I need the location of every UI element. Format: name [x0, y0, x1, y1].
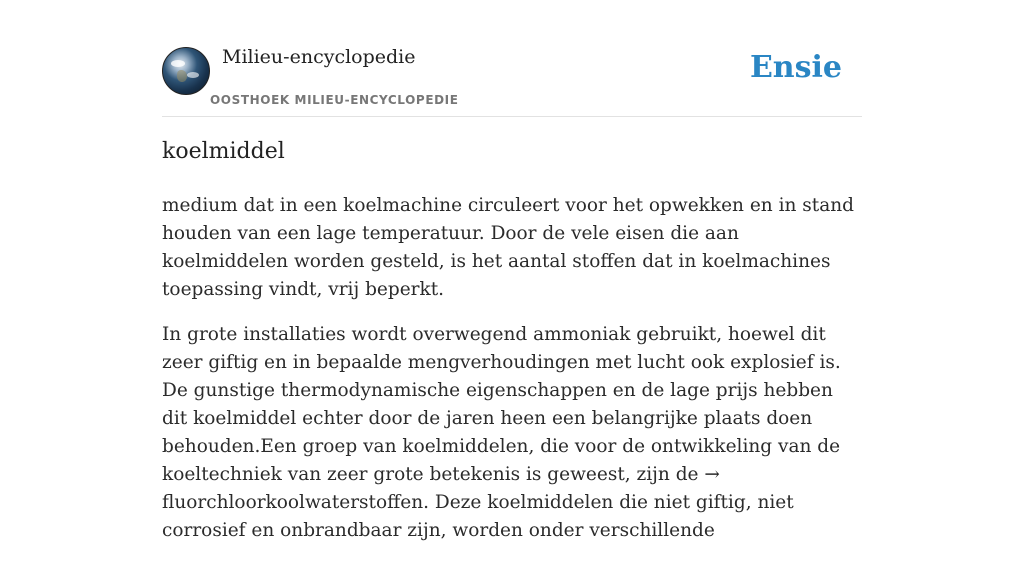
ensie-brand-logo[interactable]: Ensie: [749, 50, 842, 85]
earth-globe-icon[interactable]: [162, 47, 210, 95]
paragraph-text: In grote installaties wordt overwegend ammoniak gebruikt, hoewel dit zeer giftig en in bepaalde mengverhoudingen met lucht ook explosief is. De gunstige thermodynamische eigenschappen en de lage prijs hebben dit koelmiddel echter door de jaren heen een belangrijke plaats doen behouden.Een groep van koelmiddelen, die voor de ontwikkeling van de koeltechniek van zeer grote betekenis is geweest, zijn de: [162, 324, 841, 485]
site-header: [162, 0, 862, 117]
term-title: koelmiddel: [162, 139, 285, 164]
page: [162, 0, 862, 541]
cross-reference-label: fluorchloorkoolwaterstoffen: [162, 492, 424, 513]
site-subtitle: OOSTHOEK MILIEU-ENCYCLOPEDIE: [210, 93, 459, 107]
definition-body: [162, 192, 862, 562]
definition-paragraph: medium dat in een koelmachine circuleert voor het opwekken en in stand houden van een lage temperatuur. Door de vele eisen die aan koelmiddelen worden gesteld, is het aantal stoffen dat in koelmachines toepassing vindt, vrij beperkt.: [162, 195, 854, 300]
logo-cloud: [171, 60, 185, 67]
logo-cloud: [187, 72, 199, 78]
site-title[interactable]: Milieu-encyclopedie: [222, 46, 416, 68]
paragraph-text: . Deze koelmiddelen die niet giftig, niet corrosief en onbrandbaar zijn, worden onder verschillende: [162, 492, 794, 541]
logo-land: [177, 70, 187, 82]
definition-paragraph: [162, 321, 862, 545]
arrow-right-icon: →: [704, 464, 720, 485]
